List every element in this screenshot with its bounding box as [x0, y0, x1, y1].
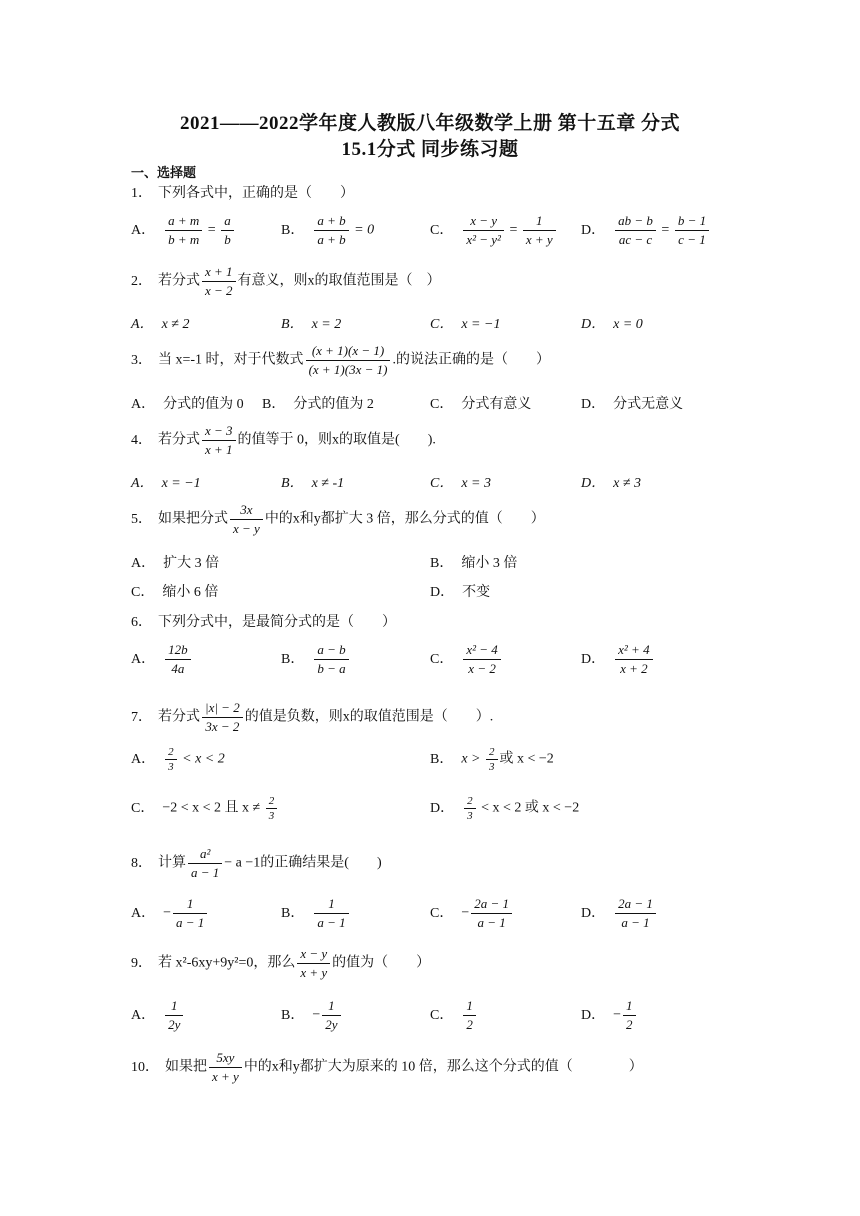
option-5c: C． 缩小 6 倍	[131, 585, 219, 600]
section-heading: 一、选择题	[131, 165, 197, 180]
option-7b: B． x > $\frac{2}{3}$ 或 x < −2	[430, 746, 554, 773]
option-9b: B． − $\frac{1}{2y}$	[281, 998, 343, 1033]
option-1c: C． $\frac{x - y}{\text{x² − y²}}$ = $\frac{1}{x + y}$	[430, 213, 558, 248]
option-3c: C． 分式有意义	[430, 397, 532, 412]
option-5d: D． 不变	[430, 585, 491, 600]
question-1	[131, 182, 354, 202]
question-number: 1．	[131, 186, 152, 201]
page-title: 2021——2022学年度人教版八年级数学上册 第十五章 分式	[179, 113, 680, 134]
option-9c: C． $\frac{1}{2}$	[430, 998, 478, 1033]
option-5a: A． 扩大 3 倍	[131, 556, 220, 571]
option-2a: A． x ≠ 2	[131, 317, 190, 332]
option-9d: D． − $\frac{1}{2}$	[581, 998, 638, 1033]
page-subtitle: 15.1分式 同步练习题	[341, 139, 519, 160]
option-6c: C． $\frac{\text{x² − 4}}{x - 2}$	[430, 642, 503, 677]
question-4: 4． 若分式 $\frac{x - 3}{x + 1}$ 的值等于 0，则x的取值是( ).	[131, 423, 436, 457]
question-2: 2． 若分式 $\frac{x + 1}{x - 2}$ 有意义，则x的取值范围是（ ）	[131, 264, 441, 298]
question-8: 8． 计算 $\frac{\text{a²}}{a - 1}$ − a −1的正确结果是( )	[131, 846, 382, 880]
option-6d: D． $\frac{\text{x² + 4}}{x + 2}$	[581, 642, 655, 677]
question-9: 9． 若 x²-6xy+9y²=0，那么 $\frac{x - y}{x + y}$ 的值为（ ）	[131, 946, 431, 980]
question-text: 下列各式中，正确的是（ ）	[158, 186, 354, 201]
question-10: 10． 如果把 $\frac{5xy}{x + y}$ 中的x和y都扩大为原来的 10 倍，那么这个分式的值（ ）	[131, 1050, 643, 1084]
option-6b: B． $\frac{a - b}{b - a}$	[281, 642, 351, 677]
option-6a: A． $\frac{12b}{4a}$	[131, 642, 193, 677]
option-8c: C． − $\frac{2a - 1}{a - 1}$	[430, 896, 514, 931]
question-7: 7． 若分式 $\frac{|x| - 2}{3x - 2}$ 的值是负数，则x的取值范围是（ ）.	[131, 700, 494, 734]
option-3a: A． 分式的值为 0	[131, 397, 244, 412]
option-8b: B． $\frac{1}{a - 1}$	[281, 896, 351, 931]
option-1b: B． $\frac{a + b}{a + b}$ = 0	[281, 213, 375, 247]
option-9a: A． $\frac{1}{2y}$	[131, 998, 185, 1033]
option-5b: B． 缩小 3 倍	[430, 556, 518, 571]
option-1d: D． $\frac{ab - b}{ac - c}$ = $\frac{b - 1}{c - 1}$	[581, 213, 711, 248]
option-3d: D． 分式无意义	[581, 397, 684, 412]
option-8a: A． − $\frac{1}{a - 1}$	[131, 896, 209, 931]
option-2d: D． x = 0	[581, 317, 643, 332]
option-4a: A． x = −1	[131, 476, 201, 491]
question-6: 6． 下列分式中，是最简分式的是（ ）	[131, 615, 396, 630]
option-7d: D． $\frac{2}{3}$ < x < 2 或 x < −2	[430, 795, 580, 822]
option-8d: D． $\frac{2a - 1}{a - 1}$	[581, 896, 658, 931]
option-2b: B． x = 2	[281, 317, 342, 332]
question-5: 5． 如果把分式 $\frac{3x}{x - y}$ 中的x和y都扩大 3 倍，那么分式的值（ ）	[131, 502, 545, 536]
option-4d: D． x ≠ 3	[581, 476, 642, 491]
question-3: 3． 当 x=-1 时，对于代数式 $\frac{(x + 1)(x - 1)}{(x + 1)(3x - 1)}$ .的说法正确的是（ ）	[131, 343, 550, 377]
option-3b: B． 分式的值为 2	[262, 397, 374, 412]
option-1a: A． $\frac{a + m}{b + m}$ = $\frac{a}{b}$	[131, 213, 236, 248]
option-7a: A． $\frac{2}{3}$ < x < 2	[131, 746, 225, 773]
option-2c: C． x = −1	[430, 317, 501, 332]
option-7c: C． −2 < x < 2 且 x ≠ $\frac{2}{3}$	[131, 795, 279, 822]
option-4b: B． x ≠ -1	[281, 476, 345, 491]
option-4c: C． x = 3	[430, 476, 492, 491]
